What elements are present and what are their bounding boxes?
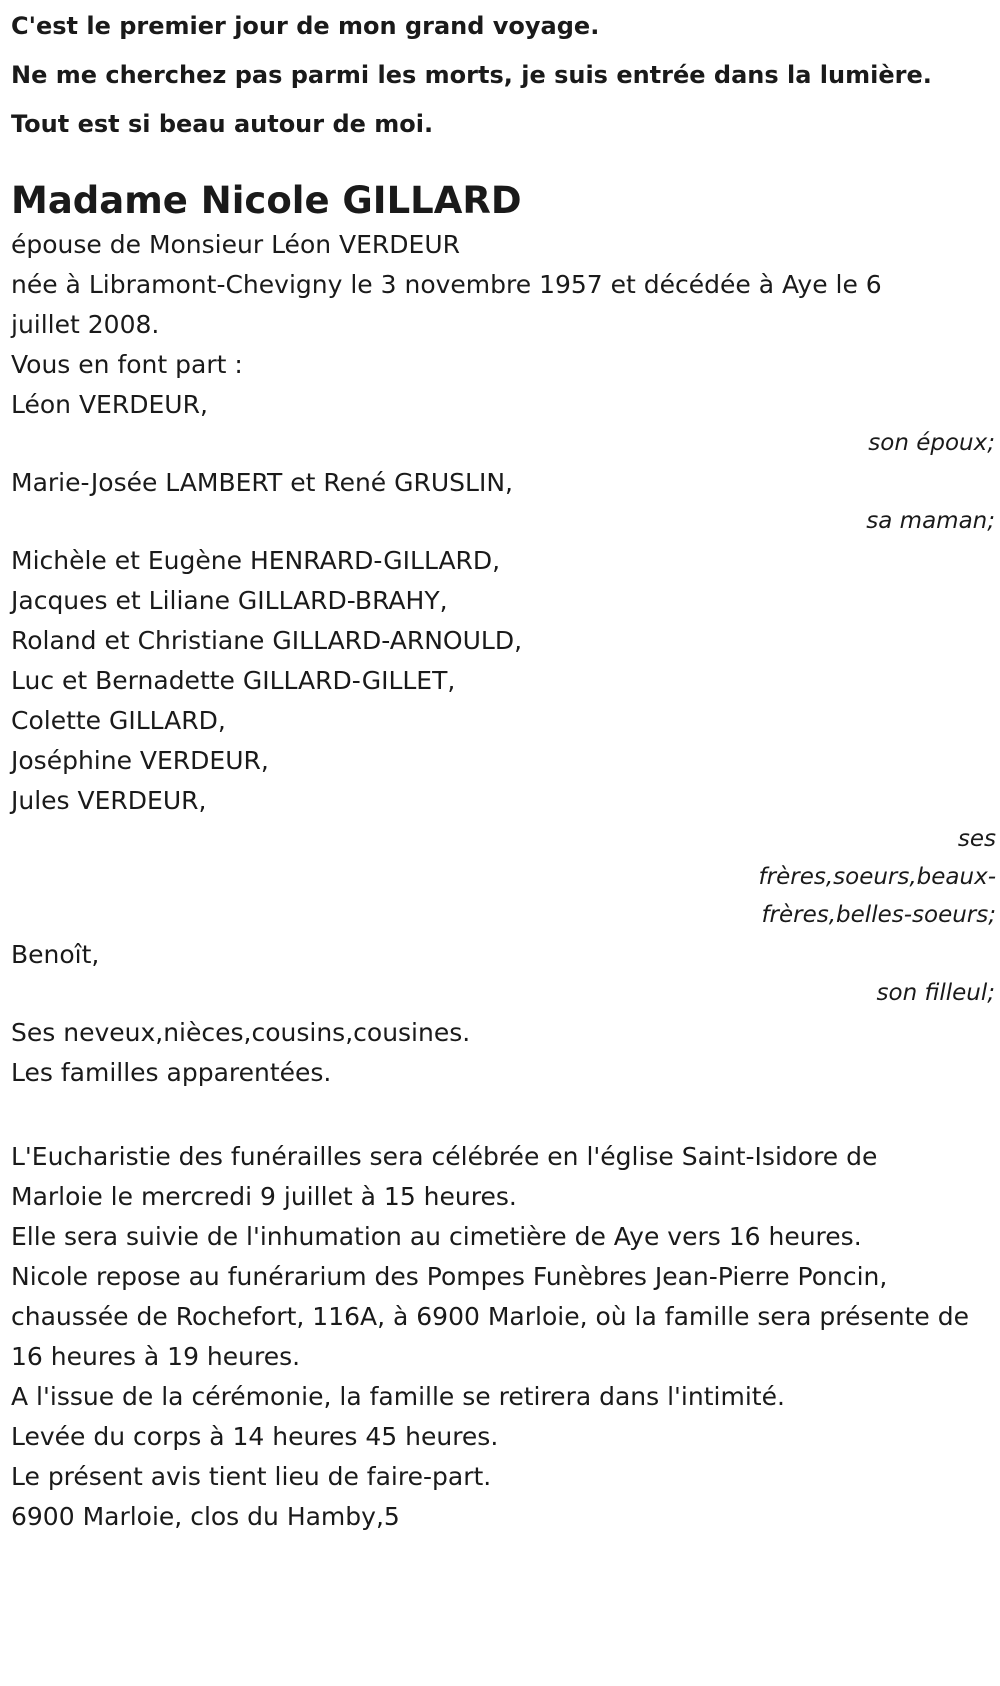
ceremony-paragraph: Elle sera suivie de l'inhumation au cimetière de Aye vers 16 heures. <box>11 1222 862 1251</box>
ceremony-details <box>11 1137 1000 1497</box>
ceremony-paragraph: Nicole repose au funérarium des Pompes Funèbres Jean-Pierre Poncin, chaussée de Rochefort, 116A, à 6900 Marloie, où la famille sera présente de 16 heures à 19 heures. <box>11 1262 969 1371</box>
other-relatives: Ses neveux,nièces,cousins,cousines. <box>11 1018 471 1047</box>
ceremony-paragraph: Levée du corps à 14 heures 45 heures. <box>11 1422 499 1451</box>
family-list <box>11 385 1000 1093</box>
family-address: 6900 Marloie, clos du Hamby,5 <box>11 1502 400 1531</box>
mother-relation: sa maman; <box>866 508 995 534</box>
sibling-name: Michèle et Eugène HENRARD-GILLARD, <box>11 546 501 575</box>
sibling-name: Roland et Christiane GILLARD-ARNOULD, <box>11 626 523 655</box>
other-relatives: Les familles apparentées. <box>11 1058 332 1087</box>
spouse-line: épouse de Monsieur Léon VERDEUR <box>11 230 461 259</box>
announce-line: Vous en font part : <box>11 350 243 379</box>
godson-relation: son filleul; <box>876 980 995 1006</box>
sibling-name: Luc et Bernadette GILLARD-GILLET, <box>11 666 456 695</box>
birth-death-line: née à Libramont-Chevigny le 3 novembre 1957 et décédée à Aye le 6 juillet 2008. <box>11 270 882 339</box>
sibling-name: Jules VERDEUR, <box>11 786 207 815</box>
ceremony-paragraph: A l'issue de la cérémonie, la famille se retirera dans l'intimité. <box>11 1382 785 1411</box>
ceremony-paragraph: L'Eucharistie des funérailles sera célébrée en l'église Saint-Isidore de Marloie le mercredi 9 juillet à 15 heures. <box>11 1142 878 1211</box>
quote-line: Ne me cherchez pas parmi les morts, je suis entrée dans la lumière. <box>11 61 932 89</box>
sibling-name: Joséphine VERDEUR, <box>11 746 269 775</box>
quote-line: Tout est si beau autour de moi. <box>11 110 434 138</box>
siblings-relation: frères,belles-soeurs; <box>761 902 996 928</box>
siblings-relation: frères,soeurs,beaux- <box>758 864 996 890</box>
godson-name: Benoît, <box>11 940 100 969</box>
sibling-name: Colette GILLARD, <box>11 706 226 735</box>
deceased-name-title: Madame Nicole GILLARD <box>11 179 522 222</box>
husband-relation: son époux; <box>868 430 995 456</box>
mother-name: Marie-Josée LAMBERT et René GRUSLIN, <box>11 468 513 497</box>
ceremony-paragraph: Le présent avis tient lieu de faire-part. <box>11 1462 492 1491</box>
quote-line: C'est le premier jour de mon grand voyage. <box>11 12 600 40</box>
quote-block <box>11 0 1000 149</box>
sibling-name: Jacques et Liliane GILLARD-BRAHY, <box>11 586 448 615</box>
siblings-relation: ses <box>957 826 996 852</box>
husband-name: Léon VERDEUR, <box>11 390 208 419</box>
